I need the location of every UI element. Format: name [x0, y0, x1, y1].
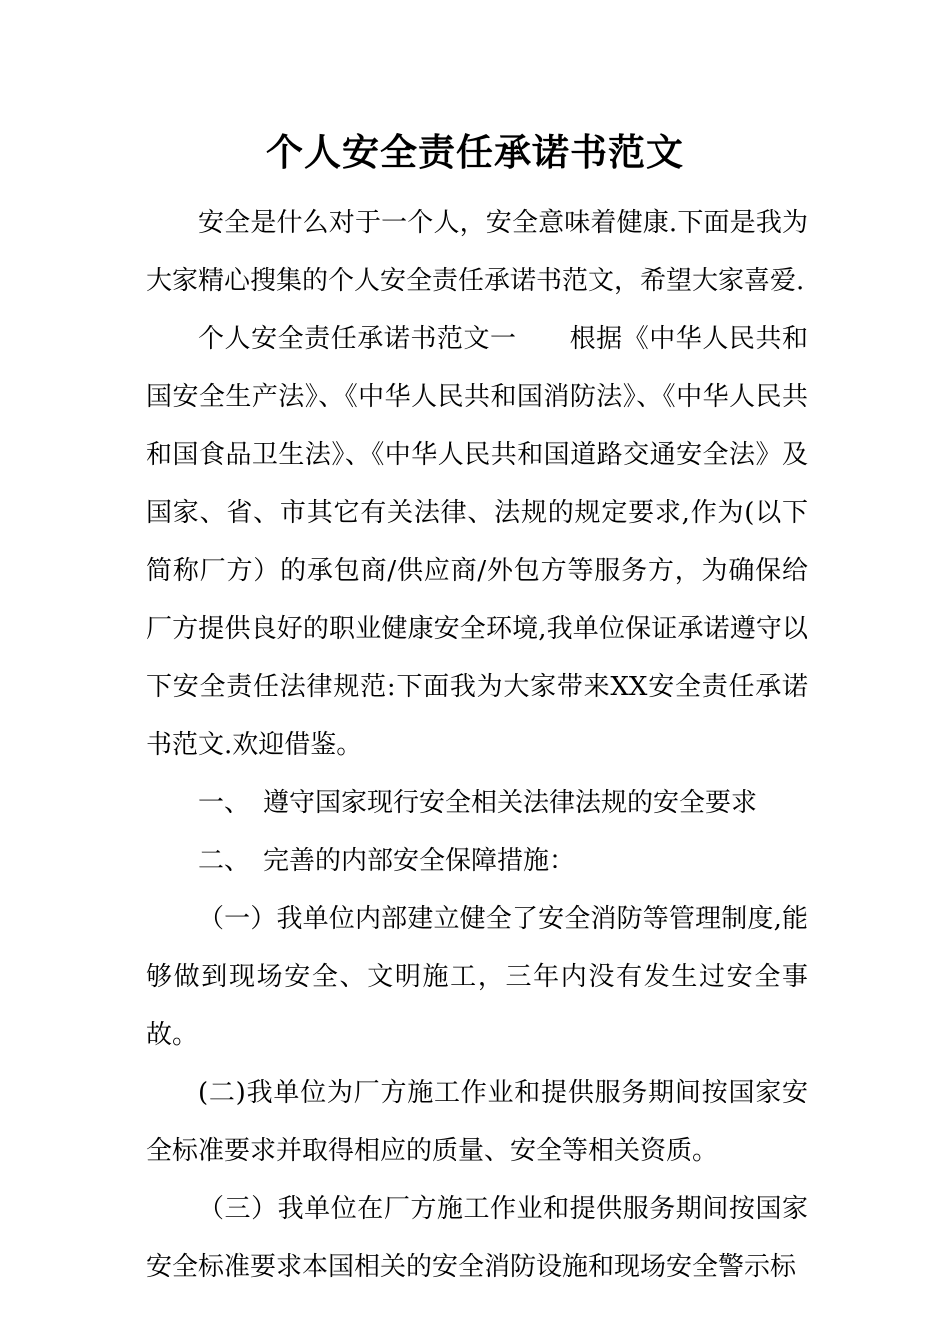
paragraph-item-one: （一）我单位内部建立健全了安全消防等管理制度,能够做到现场安全、文明施工，三年内没有发生过安全事故。	[146, 904, 808, 1050]
document-body	[146, 194, 808, 1296]
paragraph-item-two: (二)我单位为厂方施工作业和提供服务期间按国家安全标准要求并取得相应的质量、安全等相关资质。	[146, 1078, 808, 1166]
paragraph-item-three: （三）我单位在厂方施工作业和提供服务期间按国家安全标准要求本国相关的安全消防设施和现场安全警示标	[146, 1194, 808, 1282]
paragraph-section-two: 二、 完善的内部安全保障措施：	[198, 846, 576, 876]
paragraph-legal-basis: 个人安全责任承诺书范文一 根据《中华人民共和国安全生产法》、《中华人民共和国消防法》、《中华人民共和国食品卫生法》、《中华人民共和国道路交通安全法》及国家、省、市其它有关法律、法规的规定要求,作为(以下简称厂方）的承包商/供应商/外包方等服务方，为确保给厂方提供良好的职业健康安全环境,我单位保证承诺遵守以下安全责任法律规范:下面我为大家带来XX安全责任承诺书范文.欢迎借鉴。	[146, 324, 808, 760]
document-title: 个人安全责任承诺书范文	[266, 130, 684, 174]
paragraph-section-one: 一、 遵守国家现行安全相关法律法规的安全要求	[198, 788, 758, 818]
paragraph-intro: 安全是什么对于一个人，安全意味着健康.下面是我为大家精心搜集的个人安全责任承诺书范文，希望大家喜爱.	[146, 208, 808, 296]
